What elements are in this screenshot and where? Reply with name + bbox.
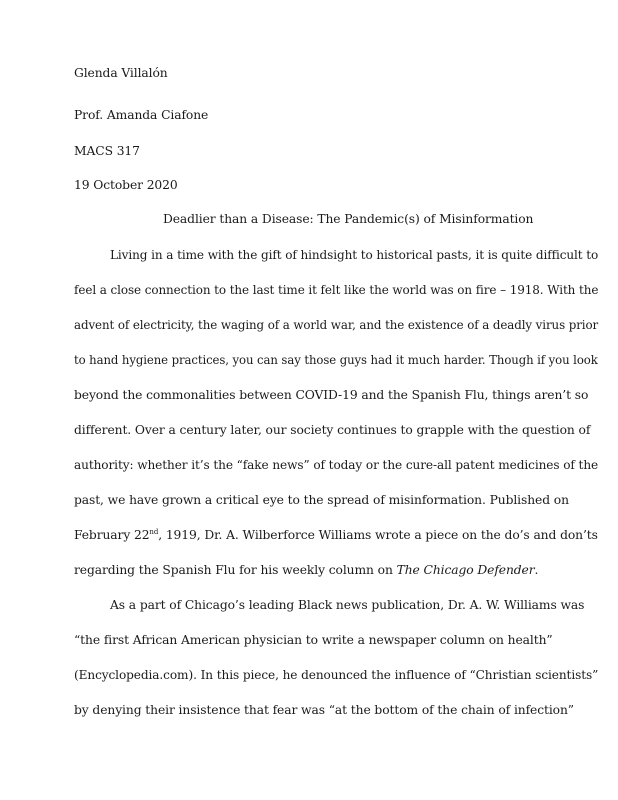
paragraph-line: to hand hygiene practices, you can say those guys had it much harder. Though if you look (74, 353, 598, 367)
paragraph-line: by denying their insistence that fear was “at the bottom of the chain of infection” (74, 703, 574, 717)
course-code: MACS 317 (74, 144, 140, 158)
line-text: . (534, 563, 539, 577)
professor-name: Prof. Amanda Ciafone (74, 108, 209, 122)
author-name: Glenda Villalón (74, 66, 168, 80)
paragraph-line: “the first African American physician to write a newspaper column on health” (74, 633, 553, 647)
ordinal-superscript: nd (149, 528, 159, 536)
paragraph-line (74, 563, 538, 577)
paragraph-line: feel a close connection to the last time it felt like the world was on fire – 1918. With the (74, 283, 599, 297)
publication-title: The Chicago Defender (396, 563, 535, 577)
paragraph-line: past, we have grown a critical eye to the spread of misinformation. Published on (74, 493, 569, 507)
line-text: regarding the Spanish Flu for his weekly column on (74, 563, 397, 577)
paragraph-line: (Encyclopedia.com). In this piece, he denounced the influence of “Christian scientists” (74, 668, 599, 682)
paragraph-line: different. Over a century later, our society continues to grapple with the question of (74, 423, 591, 437)
paragraph-line (74, 528, 598, 542)
essay-title: Deadlier than a Disease: The Pandemic(s) of Misinformation (163, 212, 534, 226)
paragraph-line: beyond the commonalities between COVID-19 and the Spanish Flu, things aren’t so (74, 388, 589, 402)
paragraph-line: advent of electricity, the waging of a world war, and the existence of a deadly virus prior (74, 318, 599, 332)
paragraph-line: Living in a time with the gift of hindsight to historical pasts, it is quite difficult to (110, 248, 599, 262)
paragraph-line: As a part of Chicago’s leading Black news publication, Dr. A. W. Williams was (110, 598, 585, 612)
paragraph-line: authority: whether it’s the “fake news” of today or the cure-all patent medicines of the (74, 458, 599, 472)
line-text: , 1919, Dr. A. Wilberforce Williams wrote a piece on the do’s and don’ts (158, 528, 598, 542)
date: 19 October 2020 (74, 178, 178, 192)
line-text: February 22 (74, 528, 150, 542)
